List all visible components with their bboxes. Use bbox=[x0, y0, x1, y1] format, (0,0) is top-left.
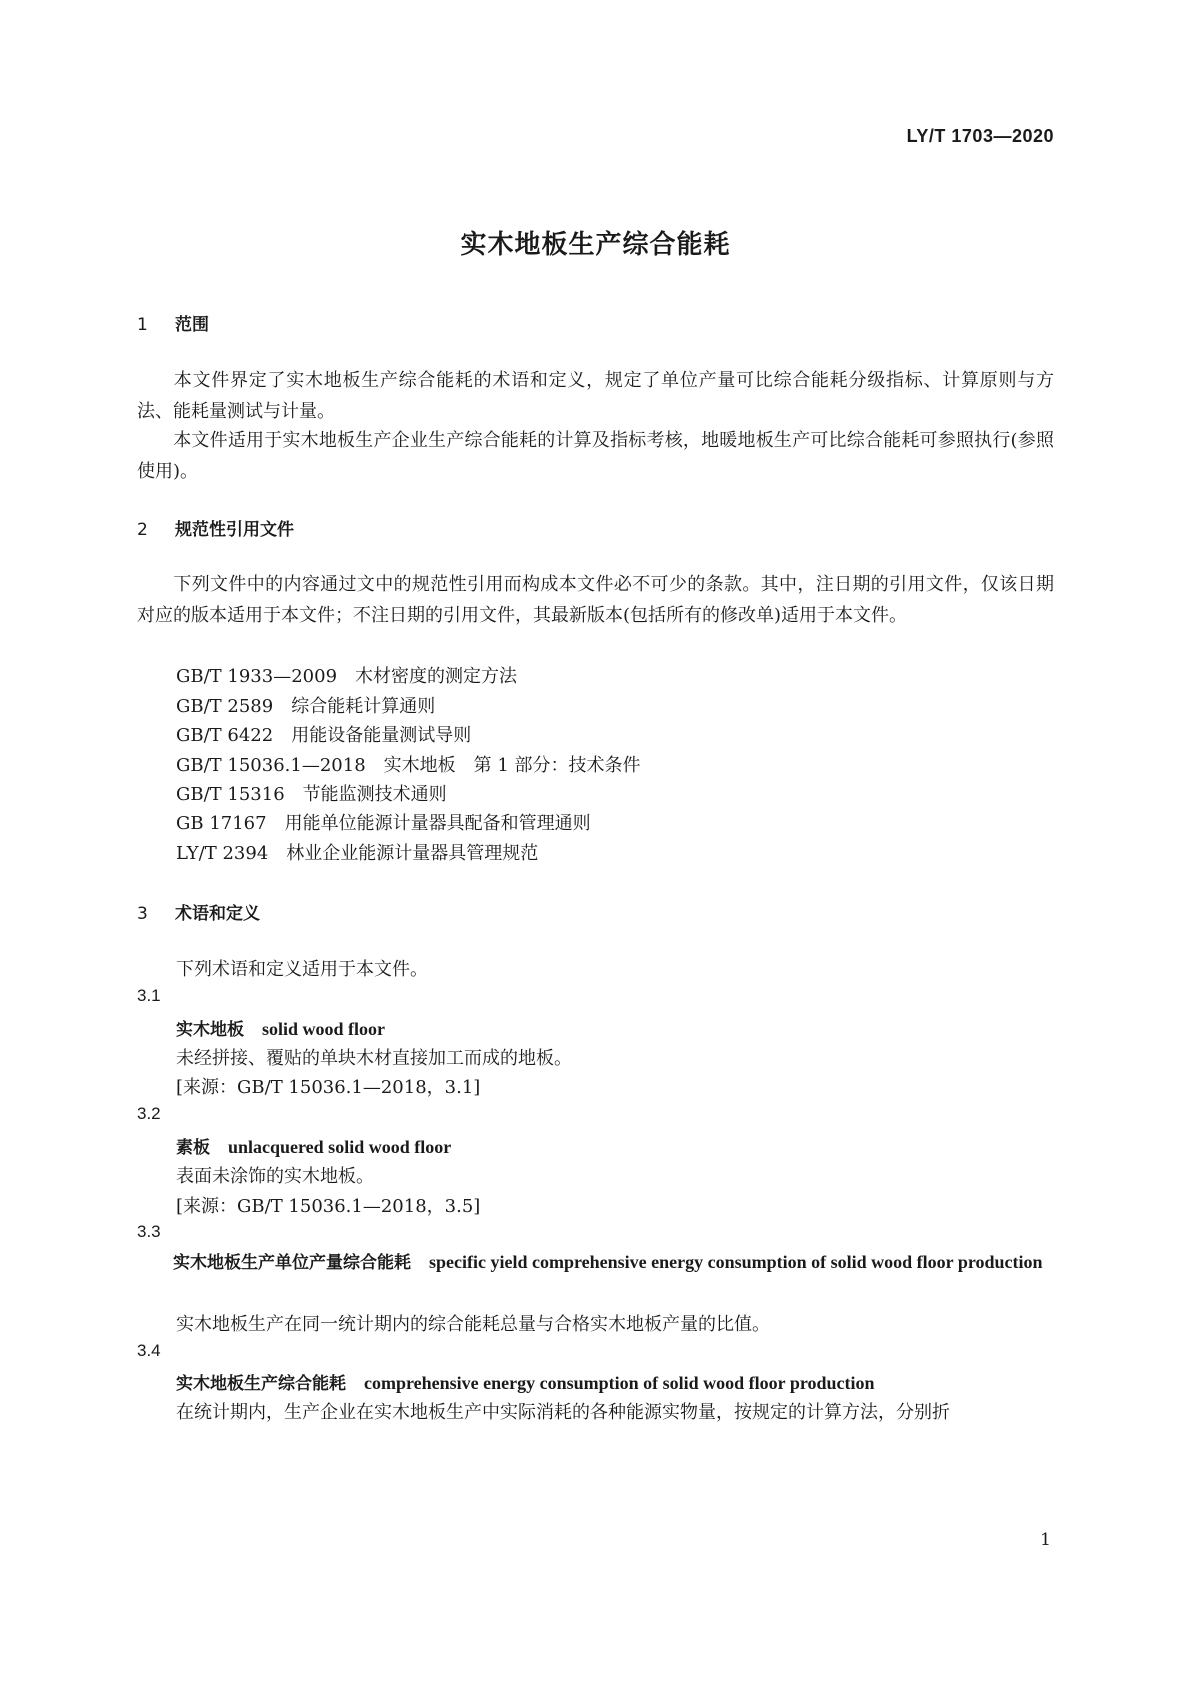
section-3-intro: 下列术语和定义适用于本文件。 bbox=[176, 959, 428, 980]
section-1-heading bbox=[137, 310, 209, 335]
section-2-intro bbox=[137, 569, 1054, 631]
document-title: 实木地板生产综合能耗 bbox=[460, 230, 731, 260]
section-1-paragraph-1 bbox=[137, 365, 1054, 427]
reference-title: 用能单位能源计量器具配备和管理通则 bbox=[284, 813, 591, 834]
term-heading bbox=[176, 1133, 451, 1158]
section-title: 范围 bbox=[175, 315, 209, 335]
term-definition: 未经拼接、覆贴的单块木材直接加工而成的地板。 bbox=[176, 1048, 572, 1069]
reference-code: GB 17167 bbox=[176, 813, 267, 834]
reference-item bbox=[176, 662, 517, 688]
term-zh: 实木地板生产单位产量综合能耗 bbox=[173, 1253, 411, 1273]
section-1-paragraph-2 bbox=[137, 425, 1054, 487]
term-heading bbox=[176, 1369, 875, 1394]
term-number: 3.2 bbox=[137, 1104, 161, 1123]
paragraph-text: 下列文件中的内容通过文中的规范性引用而构成本文件必不可少的条款。其中，注日期的引用文件，仅该日期对应的版本适用于本文件；不注日期的引用文件，其最新版本(包括所有的修改单)适用于本文件。 bbox=[137, 574, 1054, 626]
reference-title: 综合能耗计算通则 bbox=[291, 696, 436, 717]
term-heading bbox=[176, 1015, 385, 1040]
reference-code: GB/T 2589 bbox=[176, 696, 274, 717]
section-2-heading bbox=[137, 515, 294, 540]
reference-item bbox=[176, 751, 641, 777]
section-number: 1 bbox=[137, 315, 148, 335]
reference-title: 木材密度的测定方法 bbox=[355, 666, 518, 687]
term-definition: 实木地板生产在同一统计期内的综合能耗总量与合格实木地板产量的比值。 bbox=[176, 1314, 770, 1335]
reference-title: 用能设备能量测试导则 bbox=[291, 725, 472, 746]
term-en: unlacquered solid wood floor bbox=[228, 1137, 452, 1157]
reference-title: 林业企业能源计量器具管理规范 bbox=[286, 843, 539, 864]
paragraph-text: 本文件界定了实木地板生产综合能耗的术语和定义，规定了单位产量可比综合能耗分级指标、计算原则与方法、能耗量测试与计量。 bbox=[137, 370, 1054, 422]
term-source: [来源：GB/T 15036.1—2018，3.1] bbox=[176, 1077, 481, 1098]
term-number: 3.4 bbox=[137, 1341, 161, 1360]
section-title: 术语和定义 bbox=[175, 904, 260, 924]
section-3-heading bbox=[137, 899, 260, 924]
reference-code: GB/T 15036.1—2018 bbox=[176, 755, 366, 776]
reference-code: GB/T 1933—2009 bbox=[176, 666, 338, 687]
paragraph-text: 本文件适用于实木地板生产企业生产综合能耗的计算及指标考核，地暖地板生产可比综合能耗可参照执行(参照使用)。 bbox=[137, 430, 1054, 482]
reference-item bbox=[176, 692, 435, 718]
reference-code: LY/T 2394 bbox=[176, 843, 269, 864]
term-number: 3.3 bbox=[137, 1222, 161, 1241]
section-title: 规范性引用文件 bbox=[175, 520, 294, 540]
reference-item bbox=[176, 809, 591, 835]
term-definition: 表面未涂饰的实木地板。 bbox=[176, 1166, 374, 1187]
section-number: 2 bbox=[137, 520, 148, 540]
reference-title: 实木地板 第 1 部分：技术条件 bbox=[383, 755, 641, 776]
reference-item bbox=[176, 780, 447, 806]
term-zh: 实木地板 bbox=[176, 1020, 244, 1040]
reference-code: GB/T 15316 bbox=[176, 784, 285, 805]
term-en: comprehensive energy consumption of solid wood floor production bbox=[364, 1373, 875, 1393]
reference-item bbox=[176, 721, 471, 747]
reference-item bbox=[176, 839, 538, 865]
reference-code: GB/T 6422 bbox=[176, 725, 274, 746]
term-definition: 在统计期内，生产企业在实木地板生产中实际消耗的各种能源实物量，按规定的计算方法，分别折 bbox=[176, 1402, 950, 1423]
reference-title: 节能监测技术通则 bbox=[302, 784, 447, 805]
page-number: 1 bbox=[1040, 1530, 1051, 1550]
term-number: 3.1 bbox=[137, 986, 161, 1005]
term-source: [来源：GB/T 15036.1—2018，3.5] bbox=[176, 1196, 481, 1217]
term-heading bbox=[137, 1247, 1054, 1279]
term-en: solid wood floor bbox=[262, 1019, 386, 1039]
term-zh: 素板 bbox=[176, 1138, 210, 1158]
term-zh: 实木地板生产综合能耗 bbox=[176, 1374, 346, 1394]
term-en: specific yield comprehensive energy consumption of solid wood floor production bbox=[429, 1252, 1043, 1272]
standard-code: LY/T 1703—2020 bbox=[906, 126, 1054, 146]
section-number: 3 bbox=[137, 904, 148, 924]
